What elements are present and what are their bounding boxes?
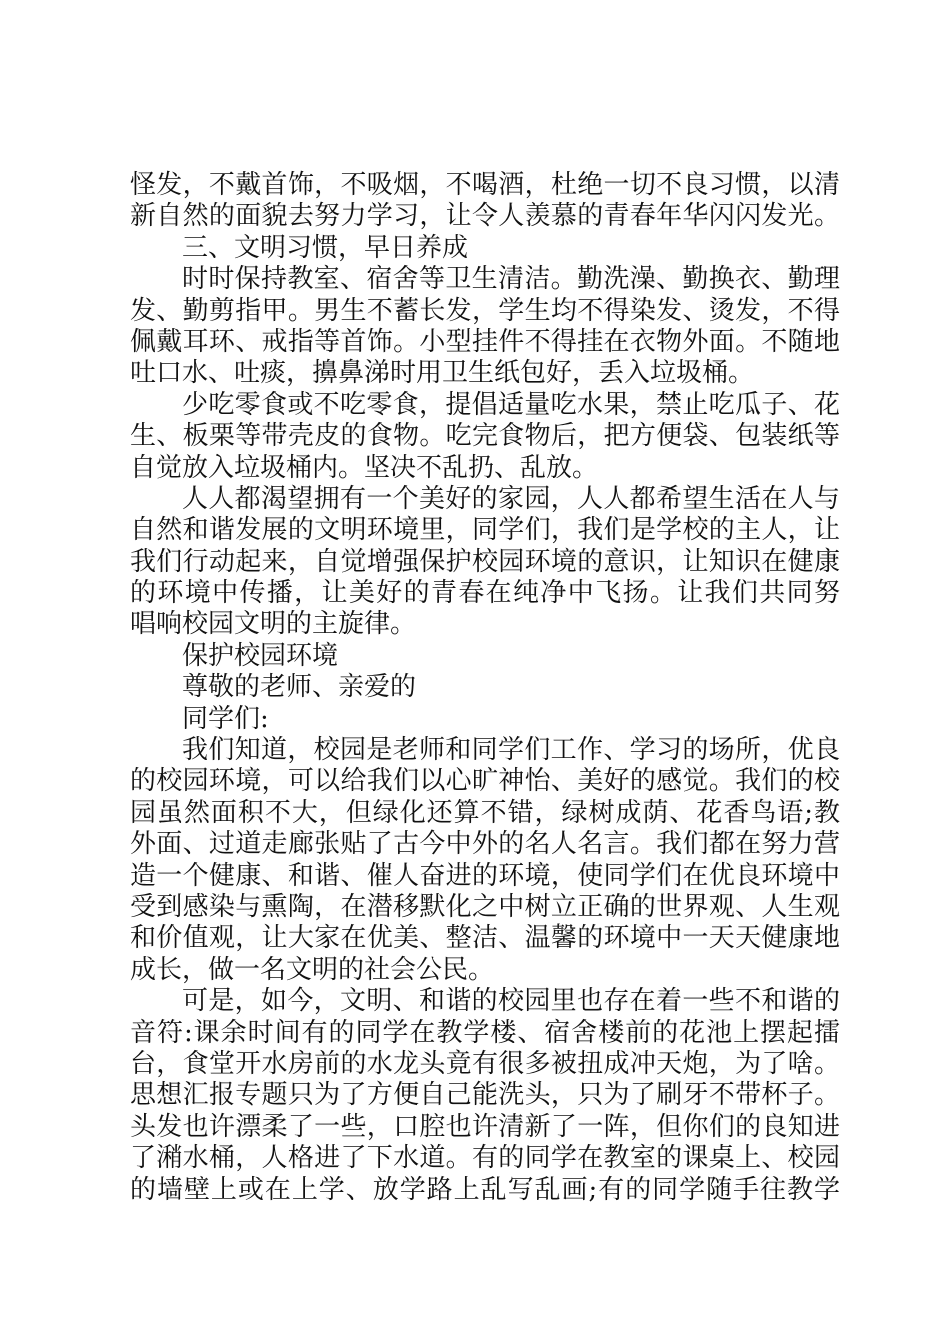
- text-line: 怪发，不戴首饰，不吸烟，不喝酒，杜绝一切不良习惯，以清: [130, 170, 840, 200]
- salutation-line: 同学们:: [182, 703, 269, 734]
- text-line: 成长，做一名文明的社会公民。: [130, 954, 495, 985]
- text-line: 自觉放入垃圾桶内。坚决不乱扔、乱放。: [130, 452, 599, 483]
- text-line: 和价值观，让大家在优美、整洁、温馨的环境中一天天健康地: [130, 923, 840, 954]
- text-line: 外面、过道走廊张贴了古今中外的名人名言。我们都在努力营: [130, 829, 840, 860]
- text-line: 佩戴耳环、戒指等首饰。小型挂件不得挂在衣物外面。不随地: [130, 326, 840, 357]
- text-line: 的环境中传播，让美好的青春在纯净中飞扬。让我们共同努: [130, 578, 840, 609]
- text-line: 台，食堂开水房前的水龙头竟有很多被扭成冲天炮，为了啥。: [130, 1048, 840, 1079]
- salutation-line: 尊敬的老师、亲爱的: [182, 672, 417, 703]
- text-line: 了潲水桶，人格进了下水道。有的同学在教室的课桌上、校园: [130, 1143, 840, 1174]
- text-line: 人人都渴望拥有一个美好的家园，人人都希望生活在人与: [182, 483, 840, 514]
- article-title: 保护校园环境: [182, 640, 339, 671]
- text-line: 的校园环境，可以给我们以心旷神怡、美好的感觉。我们的校: [130, 766, 840, 797]
- text-line: 音符:课余时间有的同学在教学楼、宿舍楼前的花池上摆起擂: [130, 1017, 840, 1048]
- text-line: 生、板栗等带壳皮的食物。吃完食物后，把方便袋、包装纸等: [130, 421, 840, 452]
- text-line: 受到感染与熏陶，在潜移默化之中树立正确的世界观、人生观: [130, 891, 840, 922]
- text-line: 园虽然面积不大，但绿化还算不错，绿树成荫、花香鸟语;教: [130, 797, 840, 828]
- text-line: 我们行动起来，自觉增强保护校园环境的意识，让知识在健康: [130, 546, 840, 577]
- document-body: [130, 170, 840, 1206]
- text-line: 我们知道，校园是老师和同学们工作、学习的场所，优良: [182, 735, 840, 766]
- text-line: 的墙壁上或在上学、放学路上乱写乱画;有的同学随手往教学: [130, 1174, 840, 1205]
- text-line: 发、勤剪指甲。男生不蓄长发，学生均不得染发、烫发，不得: [130, 295, 840, 326]
- text-line: 造一个健康、和谐、催人奋进的环境，使同学们在优良环境中: [130, 860, 840, 891]
- text-line: 头发也许漂柔了一些，口腔也许清新了一阵，但你们的良知进: [130, 1111, 840, 1142]
- text-line: 唱响校园文明的主旋律。: [130, 609, 417, 640]
- section-heading: 三、文明习惯，早日养成: [182, 232, 469, 263]
- text-line: 时时保持教室、宿舍等卫生清洁。勤洗澡、勤换衣、勤理: [182, 264, 840, 295]
- text-line: 可是，如今，文明、和谐的校园里也存在着一些不和谐的: [182, 986, 840, 1017]
- text-line: 少吃零食或不吃零食，提倡适量吃水果，禁止吃瓜子、花: [182, 389, 840, 420]
- text-line: 思想汇报专题只为了方便自己能洗头，只为了刷牙不带杯子。: [130, 1080, 840, 1111]
- text-line: 吐口水、吐痰，擤鼻涕时用卫生纸包好，丢入垃圾桶。: [130, 358, 755, 389]
- text-line: 自然和谐发展的文明环境里，同学们，我们是学校的主人，让: [130, 515, 840, 546]
- text-line: 新自然的面貌去努力学习，让令人羡慕的青春年华闪闪发光。: [130, 201, 840, 232]
